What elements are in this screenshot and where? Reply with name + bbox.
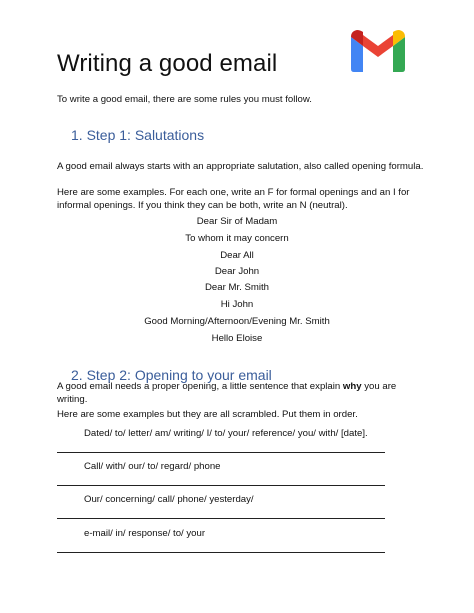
emphasis-why: why [342,381,362,392]
salutation-item: To whom it may concern [185,233,289,244]
section-1-paragraph-2: Here are some examples. For each one, write an F for formal openings and an I for informal openings. If you think they can be both, write an N (neutral). [57,187,410,211]
salutation-item: Hello Eloise [211,333,263,344]
salutation-item: Hi John [220,299,254,310]
section-1-heading: 1. Step 1: Salutations [71,127,205,143]
scrambled-sentence: e-mail/ in/ response/ to/ your [84,528,206,539]
answer-line[interactable] [57,518,385,519]
salutation-item: Dear John [214,266,260,277]
scrambled-sentence: Dated/ to/ letter/ am/ writing/ I/ to/ your/ reference/ you/ with/ [date]. [84,428,368,439]
section-2-paragraph-1-start: A good email needs a proper opening, a little sentence that explain [57,381,343,392]
scrambled-sentence: Call/ with/ our/ to/ regard/ phone [84,461,221,472]
section-2-heading: 2. Step 2: Opening to your email [71,367,272,383]
section-2-paragraph-1 [57,381,427,406]
salutation-item: Dear Mr. Smith [205,282,269,293]
answer-line[interactable] [57,485,385,486]
gmail-logo-icon [349,29,407,73]
answer-line[interactable] [57,452,385,453]
answer-line[interactable] [57,552,385,553]
salutation-item: Dear All [220,250,254,261]
salutation-item: Good Morning/Afternoon/Evening Mr. Smith [144,316,330,327]
salutation-item: Dear Sir of Madam [196,216,278,227]
intro-text: To write a good email, there are some rules you must follow. [57,94,312,105]
scrambled-sentence: Our/ concerning/ call/ phone/ yesterday/ [84,494,254,505]
section-2-paragraph-1-end: you are writing. [57,381,397,405]
section-1-paragraph-1: A good email always starts with an appropriate salutation, also called opening formula. [57,161,424,172]
page-title: Writing a good email [57,50,278,77]
section-2-paragraph-2: Here are some examples but they are all scrambled. Put them in order. [57,409,358,420]
